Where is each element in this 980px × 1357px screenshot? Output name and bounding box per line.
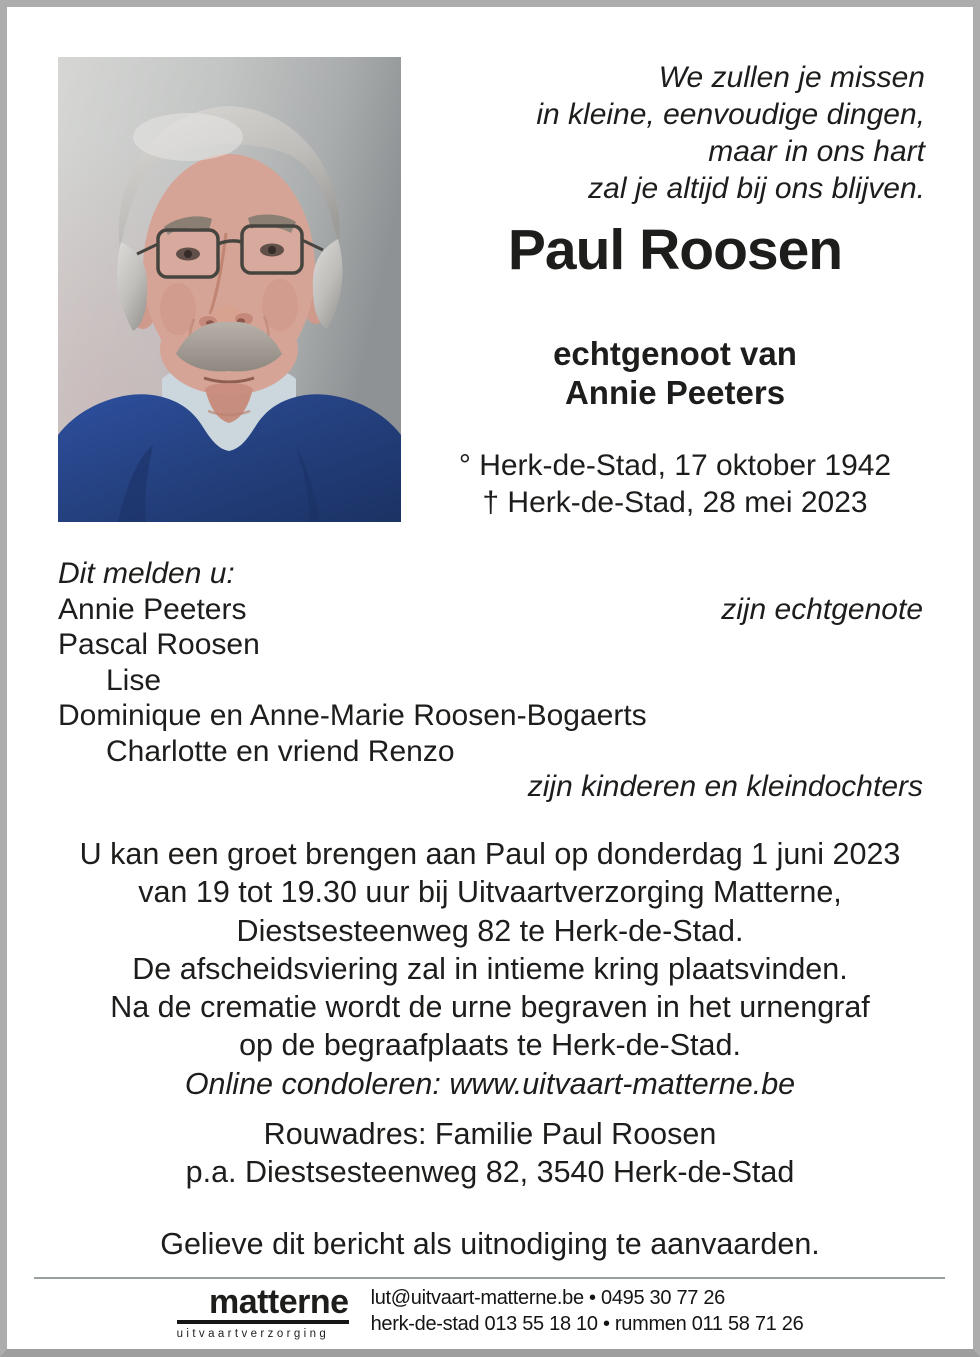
family-section (58, 556, 923, 805)
announcement-line: van 19 tot 19.30 uur bij Uitvaartverzorging Matterne, (138, 875, 842, 910)
address-line: Rouwadres: Familie Paul Roosen (263, 1117, 717, 1151)
death-date: † Herk-de-Stad, 28 mei 2023 (482, 486, 868, 519)
family-row (58, 592, 923, 628)
family-member-name: Pascal Roosen (58, 628, 260, 661)
matterne-logo (176, 1283, 349, 1340)
contact-line-email-phone: lut@uitvaart-matterne.be • 0495 30 77 26 (370, 1287, 725, 1309)
quote-line: in kleine, eenvoudige dingen, (536, 98, 925, 131)
family-member-name: Lise (106, 663, 162, 697)
footer (7, 1284, 973, 1340)
relation-line: echtgenoot van (553, 335, 797, 372)
family-row (58, 627, 923, 663)
quote-line: zal je altijd bij ons blijven. (588, 172, 925, 205)
spouse-name: Annie Peeters (564, 374, 786, 411)
memorial-quote (536, 59, 925, 207)
funeral-announcement (7, 835, 973, 1103)
family-member-name: Charlotte en vriend Renzo (106, 734, 455, 768)
family-member-name: Dominique en Anne-Marie Roosen-Bogaerts (58, 699, 647, 732)
relation-block (425, 334, 925, 412)
quote-line: We zullen je missen (658, 61, 925, 94)
announcement-line: Na de crematie wordt de urne begraven in het urnengraf (110, 990, 870, 1025)
family-intro: Dit melden u: (58, 557, 235, 590)
announcement-line: De afscheidsviering zal in intieme kring plaatsvinden. (132, 951, 848, 986)
family-row (58, 698, 923, 734)
address-line: p.a. Diestsesteenweg 82, 3540 Herk-de-Stad (185, 1155, 795, 1190)
birth-date: ° Herk-de-Stad, 17 oktober 1942 (458, 449, 892, 482)
announcement-line: Diestsesteenweg 82 te Herk-de-Stad. (236, 913, 744, 948)
contact-line-locations: herk-de-stad 013 55 18 10 • rummen 011 58 71 26 (370, 1313, 804, 1335)
footer-divider (34, 1277, 945, 1279)
family-closing: zijn kinderen en kleindochters (527, 770, 923, 803)
life-dates (425, 447, 925, 521)
deceased-name: Paul Roosen (507, 218, 843, 282)
portrait-photo (58, 57, 401, 522)
invitation-line: Gelieve dit bericht als uitnodiging te aanvaarden. (160, 1227, 820, 1261)
online-condolence-line: Online condoleren: www.uitvaart-matterne.be (184, 1066, 796, 1101)
family-member-name: Annie Peeters (58, 592, 247, 626)
quote-line: maar in ons hart (708, 135, 925, 168)
family-member-role: zijn echtgenote (721, 592, 923, 626)
announcement-line: op de begraafplaats te Herk-de-Stad. (239, 1028, 741, 1063)
family-row (58, 663, 923, 699)
announcement-line: U kan een groet brengen aan Paul op donderdag 1 juni 2023 (79, 837, 901, 871)
mourning-address (7, 1115, 973, 1192)
logo-wordmark: matterne (177, 1286, 349, 1324)
funeral-home-contact (371, 1285, 804, 1337)
family-row (58, 734, 923, 770)
logo-tagline: uitvaartverzorging (176, 1328, 330, 1340)
